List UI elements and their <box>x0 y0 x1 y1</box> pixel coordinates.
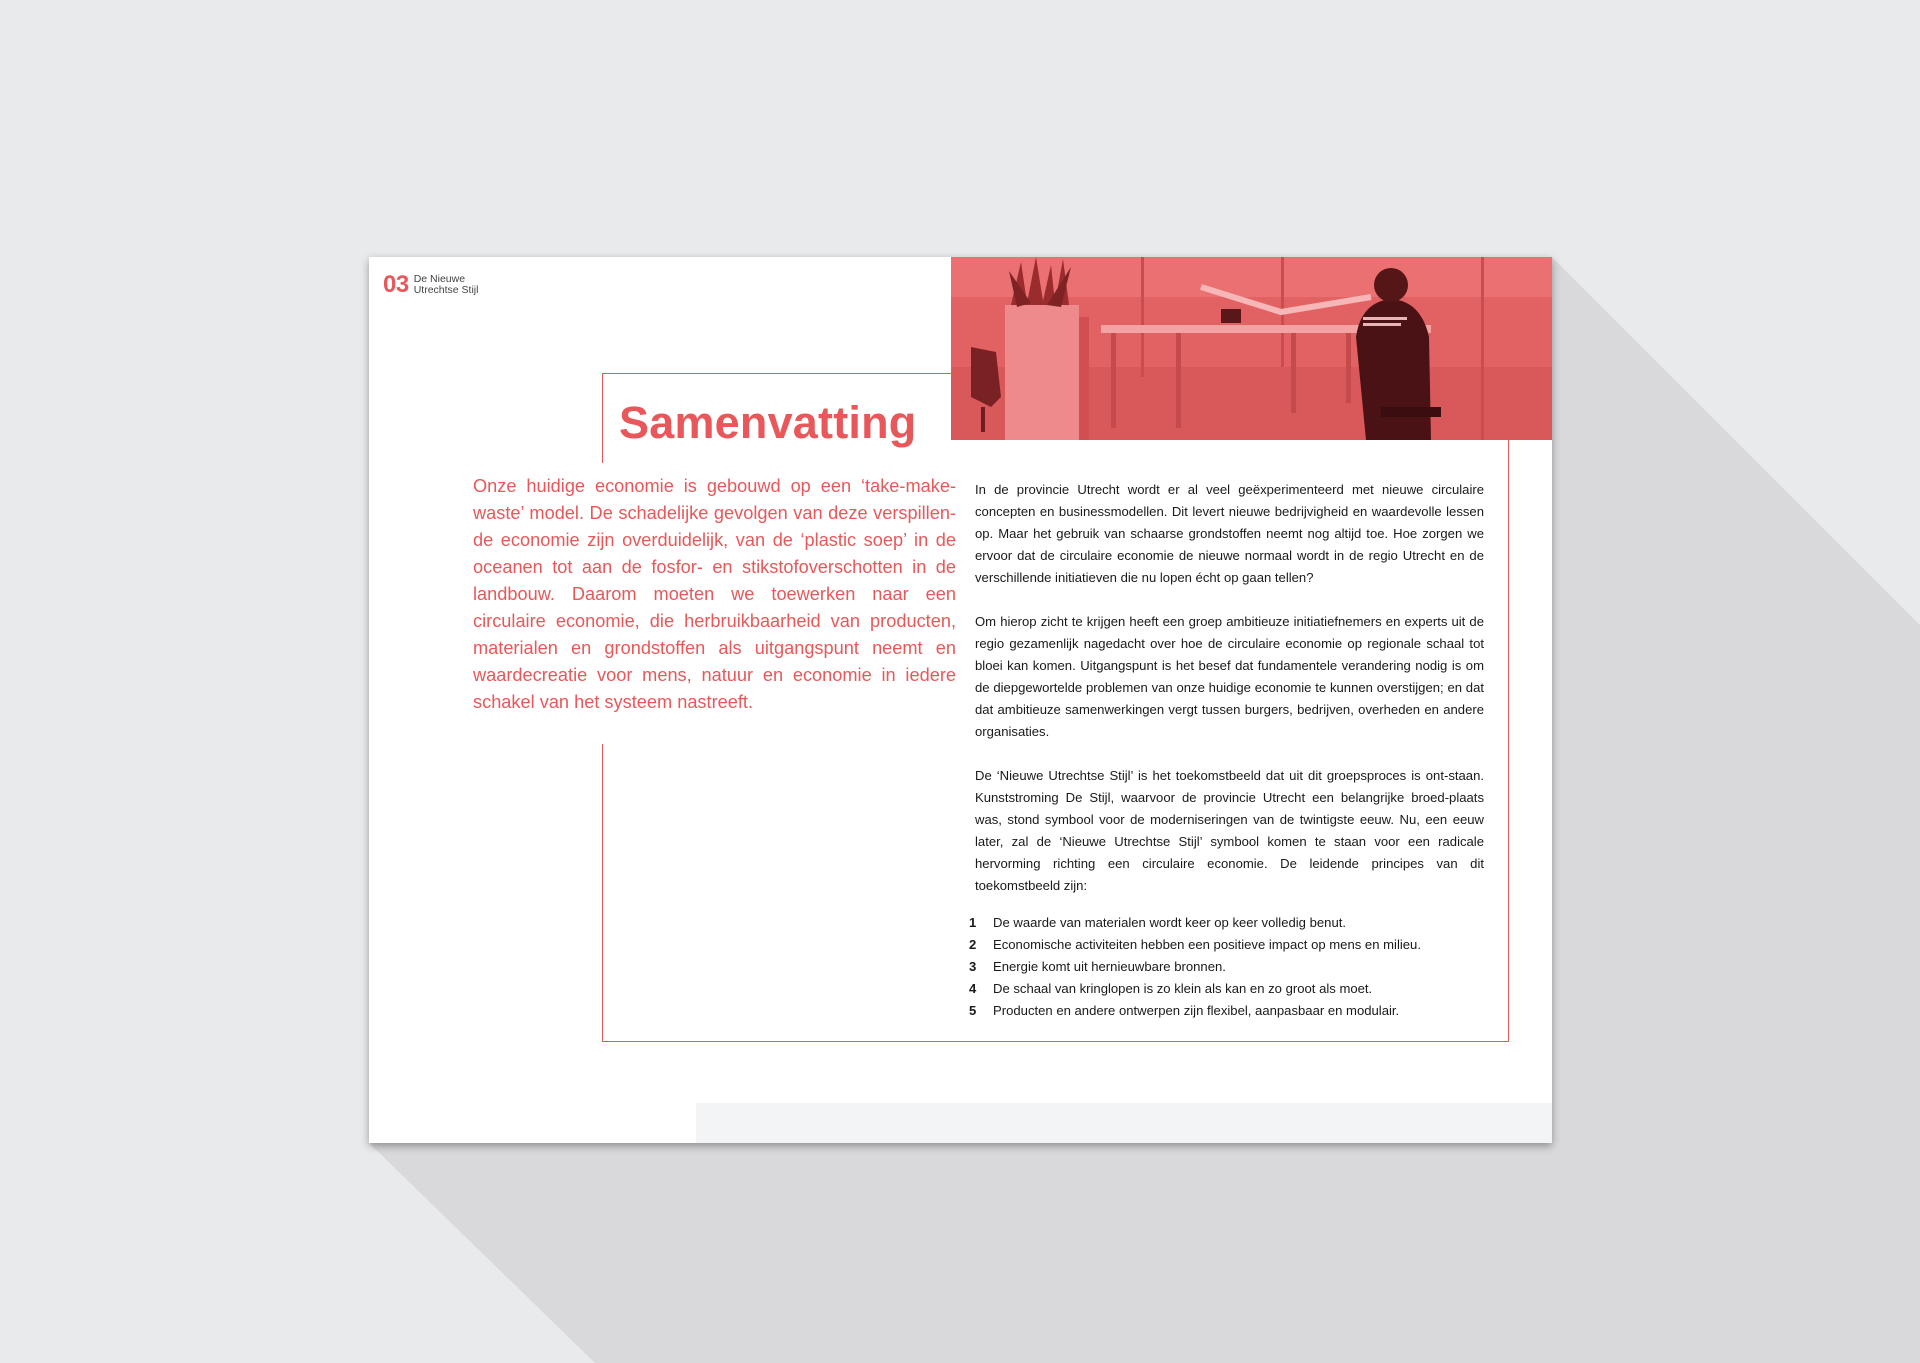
list-item <box>969 956 1478 978</box>
list-item-text: Producten en andere ontwerpen zijn flexibel, aanpasbaar en modulair. <box>993 1003 1400 1018</box>
list-item-number: 2 <box>969 937 977 952</box>
body-paragraph-2: Om hierop zicht te krijgen heeft een groep ambitieuze initiatiefnemers en experts uit de regio gezamenlijk nagedacht over hoe de circulaire economie op regionale schaal tot bloei kan komen. Uitgangspunt is het besef dat fundamentele verandering nodig is om de diepgewortelde problemen van onze huidige economie te kunnen overstijgen; en dat dat ambitieuze samenwerkingen vergt tussen burgers, bedrijven, overheden en andere organisaties. <box>975 614 1484 739</box>
body-paragraph-1: In de provincie Utrecht wordt er al veel geëxperimenteerd met nieuwe circulaire concepten en businessmodellen. Dit levert nieuwe bedrijvigheid en waardevolle lessen op. Maar het gebruik van schaarse grondstoffen neemt nog altijd toe. Hoe zorgen we ervoor dat de circulaire economie de nieuwe normaal wordt in de regio Utrecht en de verschillende initiatieven die nu lopen écht op gaan tellen? <box>975 482 1484 585</box>
list-item-text: Energie komt uit hernieuwbare bronnen. <box>993 959 1226 974</box>
chapter-title <box>414 274 494 296</box>
frame-line-right <box>1508 440 1509 1042</box>
list-item-number: 4 <box>969 981 977 996</box>
chapter-title-line-1: De Nieuwe <box>413 273 466 285</box>
list-item <box>969 1000 1478 1022</box>
frame-line-left-lower <box>602 744 603 1042</box>
list-item <box>969 934 1478 956</box>
list-item-text: Economische activiteiten hebben een positieve impact op mens en milieu. <box>993 937 1421 952</box>
list-item-number: 1 <box>969 915 977 930</box>
chapter-marker <box>383 271 494 299</box>
header-photo <box>951 257 1552 440</box>
chapter-number: 03 <box>383 271 409 298</box>
bottom-strip <box>696 1103 1552 1143</box>
page-title: Samenvatting <box>619 397 917 448</box>
list-item-number: 5 <box>969 1003 977 1018</box>
principles-list-container <box>969 912 1489 1028</box>
list-item-text: De waarde van materialen wordt keer op keer volledig benut. <box>993 915 1347 930</box>
frame-line-left-upper <box>602 373 603 463</box>
duotone-office-photo <box>951 257 1552 440</box>
frame-line-top <box>602 373 952 374</box>
list-item <box>969 912 1478 934</box>
lead-paragraph: Onze huidige economie is gebouwd op een ‘take-make-waste’ model. De schadelijke gevolgen van deze verspillen-de economie zijn overduidelijk, van de ‘plastic soep’ in de oceanen tot aan de fosfor- en stikstofoverschotten in de landbouw. Daarom moeten we toewerken naar een circulaire economie, die herbruikbaarheid van producten, materialen en grondstoffen als uitgangspunt neemt en waardecreatie voor mens, natuur en economie in iedere schakel van het systeem nastreeft. <box>473 476 956 712</box>
chapter-title-line-2: Utrechtse Stijl <box>413 284 479 296</box>
body-text <box>975 479 1484 919</box>
principles-list <box>969 912 1478 1022</box>
list-item <box>969 978 1478 1000</box>
list-item-text: De schaal van kringlopen is zo klein als kan en zo groot als moet. <box>993 981 1373 996</box>
brochure-page <box>369 257 1552 1143</box>
frame-line-bottom <box>602 1041 1509 1042</box>
body-paragraph-3: De ‘Nieuwe Utrechtse Stijl’ is het toekomstbeeld dat uit dit groepsproces is ont-staan. Kunststroming De Stijl, waarvoor de provincie Utrecht een belangrijke broed-plaats was, stond symbool voor de moderniseringen van de twintigste eeuw. Nu, een eeuw later, zal de ‘Nieuwe Utrechtse Stijl’ symbool komen te staan voor een radicale hervorming richting een circulaire economie. De leidende principes van dit toekomstbeeld zijn: <box>975 768 1484 893</box>
list-item-number: 3 <box>969 959 977 974</box>
